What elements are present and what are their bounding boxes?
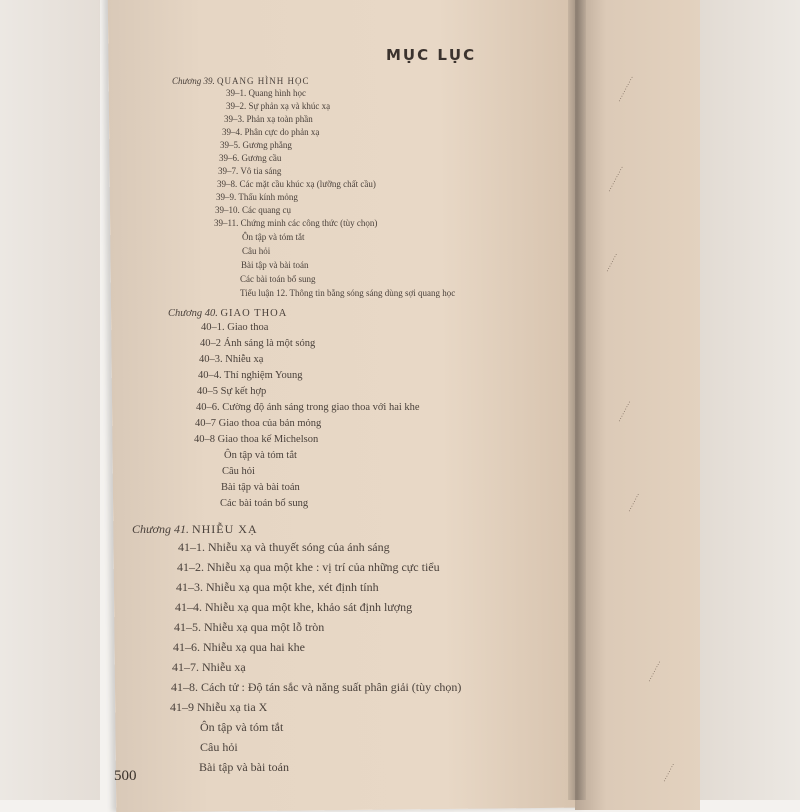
toc-entry: Tiểu luận 12. Thông tin bằng sóng sáng dùng sợi quang học	[240, 288, 456, 298]
toc-entry: Các bài toán bổ sung	[240, 274, 316, 284]
toc-entry: 39–9. Thấu kính mỏng	[216, 192, 298, 202]
toc-entry: 41–2. Nhiễu xạ qua một khe : vị trí của những cực tiểu	[177, 560, 440, 574]
toc-entry: 40–7 Giao thoa của bản mỏng	[195, 418, 322, 429]
toc-entry: Các bài toán bổ sung	[220, 498, 309, 509]
toc-entry: 41–3. Nhiễu xạ qua một khe, xét định tính	[176, 580, 379, 594]
toc-entry: Ôn tập và tóm tắt	[224, 450, 297, 461]
toc-entry: Bài tập và bài toán	[221, 482, 300, 493]
toc-entry: 41–6. Nhiễu xạ qua hai khe	[173, 640, 305, 654]
toc-entry: 40–4. Thí nghiệm Young	[198, 370, 303, 381]
page-title: MỤC LỤC	[386, 46, 477, 64]
toc-entry: 41–4. Nhiễu xạ qua một khe, khảo sát định lượng	[175, 600, 413, 614]
chapter-title: GIAO THOA	[220, 308, 288, 319]
toc-entry: 40–3. Nhiễu xạ	[199, 354, 264, 365]
toc-entry: Ôn tập và tóm tắt	[242, 232, 305, 242]
right-page-text-blur: ········	[660, 761, 678, 785]
right-page-text-blur: ·········	[615, 398, 635, 425]
toc-entry: 40–6. Cường độ ánh sáng trong giao thoa với hai khe	[196, 402, 420, 413]
toc-entry: 41–8. Cách tử : Độ tán sắc và năng suất phân giải (tùy chọn)	[171, 680, 462, 694]
page-number: 500	[114, 768, 137, 784]
toc-entry: 39–6. Gương cầu	[219, 153, 282, 163]
toc-entry: Bài tập và bài toán	[199, 760, 289, 774]
toc-entry: 41–9 Nhiễu xạ tia X	[170, 700, 268, 714]
toc-entry: 39–10. Các quang cụ	[215, 205, 291, 215]
chapter-title: NHIỄU XẠ	[191, 522, 258, 536]
toc-entry: Ôn tập và tóm tắt	[200, 720, 284, 734]
right-page-text-blur: ···········	[615, 74, 637, 105]
chapter-heading	[172, 76, 309, 86]
background-right	[700, 0, 800, 800]
right-page-text-blur: ········	[603, 251, 621, 275]
toc-entry: 39–7. Vô tia sáng	[218, 166, 282, 176]
chapter-heading	[168, 308, 287, 319]
toc-entry: Câu hỏi	[222, 466, 255, 477]
chapter-label: Chương 40.	[168, 308, 221, 319]
toc-entry: 39–5. Gương phẳng	[220, 140, 292, 150]
toc-entry: Bài tập và bài toán	[241, 260, 309, 270]
toc-entry: 39–1. Quang hình học	[226, 88, 306, 98]
toc-entry: 39–4. Phân cực do phản xạ	[222, 127, 320, 137]
background-left	[0, 0, 100, 800]
right-page-text-blur: ········	[625, 491, 643, 515]
chapter-heading	[132, 522, 258, 537]
toc-entry: 41–5. Nhiễu xạ qua một lỗ tròn	[174, 620, 325, 634]
toc-entry: 41–1. Nhiễu xạ và thuyết sóng của ánh sáng	[178, 540, 390, 554]
right-page-text-blur: ·········	[645, 658, 665, 685]
right-page-text-blur: ···········	[605, 164, 627, 195]
toc-entry: 39–8. Các mặt cầu khúc xạ (lưỡng chất cầu)	[217, 179, 376, 189]
toc-entry: 39–3. Phản xạ toàn phần	[224, 114, 313, 124]
toc-entry: 41–7. Nhiễu xạ	[172, 660, 246, 674]
toc-entry: 39–2. Sự phản xạ và khúc xạ	[226, 101, 331, 111]
book-gutter	[568, 0, 586, 800]
toc-entry: 40–8 Giao thoa kế Michelson	[194, 434, 319, 445]
toc-entry: Câu hỏi	[242, 246, 271, 256]
toc-entry: Câu hỏi	[200, 740, 238, 754]
chapter-label: Chương 39.	[172, 76, 217, 86]
toc-entry: 40–1. Giao thoa	[201, 322, 269, 333]
toc-entry: 40–5 Sự kết hợp	[197, 386, 267, 397]
chapter-label: Chương 41.	[132, 522, 192, 536]
chapter-title: QUANG HÌNH HỌC	[216, 76, 310, 86]
right-page	[575, 0, 700, 810]
toc-entry: 39–11. Chứng minh các công thức (tùy chọn)	[214, 218, 378, 228]
toc-entry: 40–2 Ánh sáng là một sóng	[200, 338, 316, 349]
